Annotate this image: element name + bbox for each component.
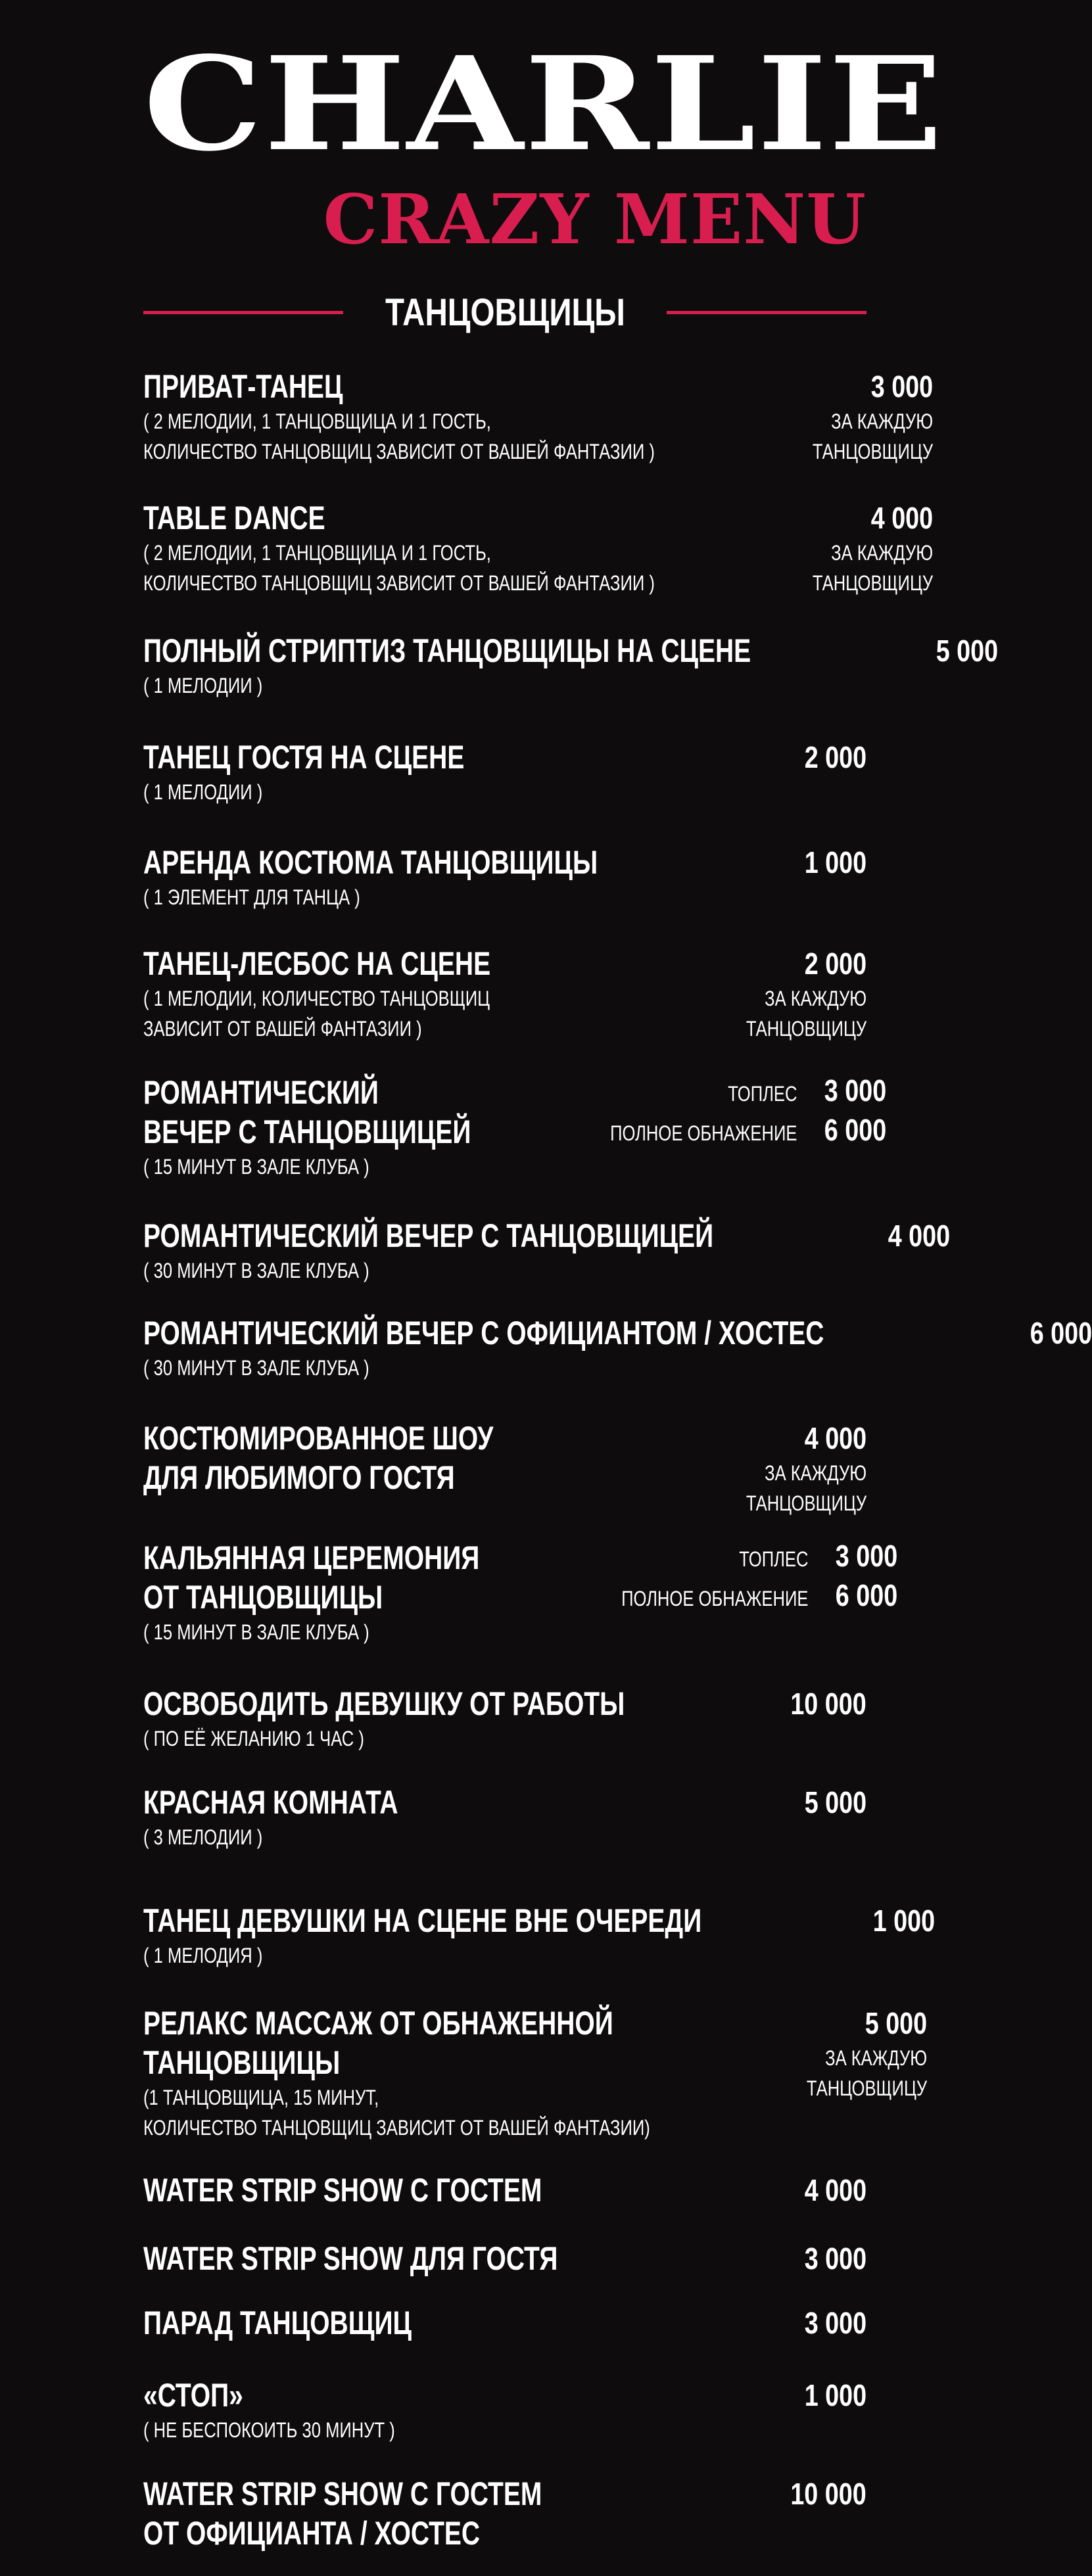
item-name: «СТОП» (143, 2377, 243, 2414)
item-name: ОТ ТАНЦОВЩИЦЫ (143, 1579, 383, 1616)
item-description: ( НЕ БЕСПОКОИТЬ 30 МИНУТ ) (143, 2418, 395, 2442)
section-header (143, 289, 866, 335)
item-name: ВЕЧЕР С ТАНЦОВЩИЦЕЙ (143, 1113, 471, 1150)
item-price: 5 000 (865, 2006, 928, 2040)
menu-item (143, 2303, 866, 2343)
item-price: 5 000 (804, 1785, 866, 1819)
item-name: ПРИВАТ-ТАНЕЦ (143, 368, 343, 405)
item-name: ОТ ОФИЦИАНТА / ХОСТЕС (143, 2515, 481, 2552)
item-name: КАЛЬЯННАЯ ЦЕРЕМОНИЯ (143, 1539, 480, 1576)
item-name: ОСВОБОДИТЬ ДЕВУШКУ ОТ РАБОТЫ (143, 1685, 625, 1722)
item-name: КОСТЮМИРОВАННОЕ ШОУ (143, 1420, 494, 1457)
menu-item (143, 944, 866, 1044)
item-description: ЗАВИСИТ ОТ ВАШЕЙ ФАНТАЗИИ ) (143, 1017, 422, 1041)
item-name: АРЕНДА КОСТЮМА ТАНЦОВЩИЦЫ (143, 844, 598, 881)
menu-item (143, 1538, 898, 1647)
price-note: ЗА КАЖДУЮ (831, 541, 934, 565)
item-name: ТАНЕЦ ДЕВУШКИ НА СЦЕНЕ ВНЕ ОЧЕРЕДИ (143, 1902, 702, 1939)
item-price: 4 000 (888, 1219, 950, 1253)
option-price: 3 000 (824, 1073, 887, 1108)
item-price: 6 000 (1030, 1316, 1092, 1350)
item-name: РОМАНТИЧЕСКИЙ ВЕЧЕР С ОФИЦИАНТОМ / ХОСТЕС (143, 1315, 824, 1351)
item-price: 4 000 (804, 2173, 866, 2207)
item-description: (1 ТАНЦОВЩИЦА, 15 МИНУТ, (143, 2086, 379, 2109)
item-description: ( 1 МЕЛОДИИ, КОЛИЧЕСТВО ТАНЦОВЩИЦ (143, 987, 490, 1010)
item-name: ПОЛНЫЙ СТРИПТИЗ ТАНЦОВЩИЦЫ НА СЦЕНЕ (143, 632, 751, 669)
item-description: ( 30 МИНУТ В ЗАЛЕ КЛУБА ) (143, 1259, 369, 1282)
menu-item (143, 2239, 866, 2278)
section-title: ТАНЦОВЩИЦЫ (385, 291, 625, 334)
item-name: ТАНЕЦ ГОСТЯ НА СЦЕНЕ (143, 739, 465, 776)
item-price: 5 000 (936, 634, 998, 668)
price-note: ТАНЦОВЩИЦУ (813, 440, 934, 463)
logo-subtitle: CRAZY MENU (323, 179, 866, 260)
item-price: 4 000 (804, 1421, 866, 1455)
option-label: ПОЛНОЕ ОБНАЖЕНИЕ (610, 1121, 797, 1145)
item-description: ( 1 МЕЛОДИИ ) (143, 780, 263, 804)
item-name: ТАНЦОВЩИЦЫ (143, 2044, 341, 2081)
logo-charlie: CHARLIE (143, 28, 945, 180)
item-description: ( 2 МЕЛОДИИ, 1 ТАНЦОВЩИЦА И 1 ГОСТЬ, (143, 410, 491, 433)
item-price: 1 000 (804, 2378, 866, 2412)
item-description: КОЛИЧЕСТВО ТАНЦОВЩИЦ ЗАВИСИТ ОТ ВАШЕЙ ФАНТАЗИИ) (143, 2116, 650, 2140)
price-options (563, 1073, 887, 1152)
item-name: WATER STRIP SHOW С ГОСТЕМ (143, 2475, 542, 2512)
price-note: ТАНЦОВЩИЦУ (807, 2076, 928, 2100)
price-note: ЗА КАЖДУЮ (825, 2046, 928, 2070)
menu-item (143, 738, 866, 807)
menu-item (143, 367, 934, 467)
price-note: ТАНЦОВЩИЦУ (813, 571, 934, 595)
menu-item (143, 1684, 866, 1754)
price-note: ЗА КАЖДУЮ (764, 1461, 866, 1485)
price-note: ЗА КАЖДУЮ (764, 987, 866, 1010)
item-description: ( 2 МЕЛОДИИ, 1 ТАНЦОВЩИЦА И 1 ГОСТЬ, (143, 541, 491, 565)
menu-item (143, 843, 866, 912)
option-label: ТОПЛЕС (738, 1547, 808, 1571)
item-description: ( ПО ЕЁ ЖЕЛАНИЮ 1 ЧАС ) (143, 1727, 364, 1750)
price-options (575, 1538, 898, 1617)
menu-item (143, 1216, 950, 1286)
item-price: 10 000 (790, 1687, 866, 1721)
item-price: 3 000 (804, 2241, 866, 2276)
menu-item (143, 1901, 935, 1971)
menu-item (143, 2376, 866, 2445)
menu-item (143, 2474, 866, 2553)
section-rule-left (143, 311, 343, 314)
item-description: КОЛИЧЕСТВО ТАНЦОВЩИЦ ЗАВИСИТ ОТ ВАШЕЙ ФАНТАЗИИ ) (143, 440, 655, 463)
menu-item (143, 1313, 1092, 1383)
item-description: ( 1 ЭЛЕМЕНТ ДЛЯ ТАНЦА ) (143, 885, 360, 909)
menu-item (143, 2170, 866, 2210)
item-price: 3 000 (871, 369, 934, 404)
item-description: ( 15 МИНУТ В ЗАЛЕ КЛУБА ) (143, 1620, 369, 1644)
item-description: ( 1 МЕЛОДИИ ) (143, 674, 263, 697)
option-price: 6 000 (824, 1113, 887, 1147)
item-name: WATER STRIP SHOW ДЛЯ ГОСТЯ (143, 2240, 558, 2277)
item-name: WATER STRIP SHOW С ГОСТЕМ (143, 2172, 542, 2209)
price-note: ЗА КАЖДУЮ (831, 410, 934, 433)
menu-item (143, 1073, 887, 1182)
item-description: ( 1 МЕЛОДИЯ ) (143, 1944, 263, 1967)
item-name: ДЛЯ ЛЮБИМОГО ГОСТЯ (143, 1459, 455, 1496)
item-price: 2 000 (804, 740, 866, 774)
item-price: 1 000 (872, 1904, 935, 1938)
price-note: ТАНЦОВЩИЦУ (746, 1491, 866, 1515)
menu-item (143, 1418, 866, 1518)
item-price: 3 000 (804, 2306, 866, 2340)
item-price: 1 000 (804, 845, 866, 879)
option-price: 3 000 (835, 1539, 898, 1573)
item-description: КОЛИЧЕСТВО ТАНЦОВЩИЦ ЗАВИСИТ ОТ ВАШЕЙ ФАНТАЗИИ ) (143, 571, 655, 595)
item-name: РОМАНТИЧЕСКИЙ (143, 1074, 379, 1111)
item-description: ( 3 МЕЛОДИИ ) (143, 1825, 263, 1849)
item-price: 10 000 (790, 2477, 866, 2511)
item-name: КРАСНАЯ КОМНАТА (143, 1784, 398, 1821)
option-price: 6 000 (835, 1578, 898, 1612)
item-name: TABLE DANCE (143, 500, 325, 536)
option-label: ПОЛНОЕ ОБНАЖЕНИЕ (621, 1587, 808, 1610)
item-name: РЕЛАКС МАССАЖ ОТ ОБНАЖЕННОЙ (143, 2005, 613, 2042)
item-description: ( 30 МИНУТ В ЗАЛЕ КЛУБА ) (143, 1356, 369, 1380)
menu-item (143, 498, 934, 598)
menu-item (143, 631, 998, 701)
item-name: ПАРАД ТАНЦОВЩИЦ (143, 2305, 412, 2341)
price-note: ТАНЦОВЩИЦУ (746, 1017, 866, 1041)
item-description: ( 15 МИНУТ В ЗАЛЕ КЛУБА ) (143, 1155, 369, 1179)
item-price: 4 000 (871, 501, 934, 535)
section-rule-right (667, 311, 866, 314)
menu-item (143, 1783, 866, 1852)
item-name: ТАНЕЦ-ЛЕСБОС НА СЦЕНЕ (143, 945, 491, 982)
menu-item (143, 2003, 928, 2143)
option-label: ТОПЛЕС (728, 1082, 797, 1106)
item-price: 2 000 (804, 947, 866, 981)
item-name: РОМАНТИЧЕСКИЙ ВЕЧЕР С ТАНЦОВЩИЦЕЙ (143, 1217, 714, 1254)
